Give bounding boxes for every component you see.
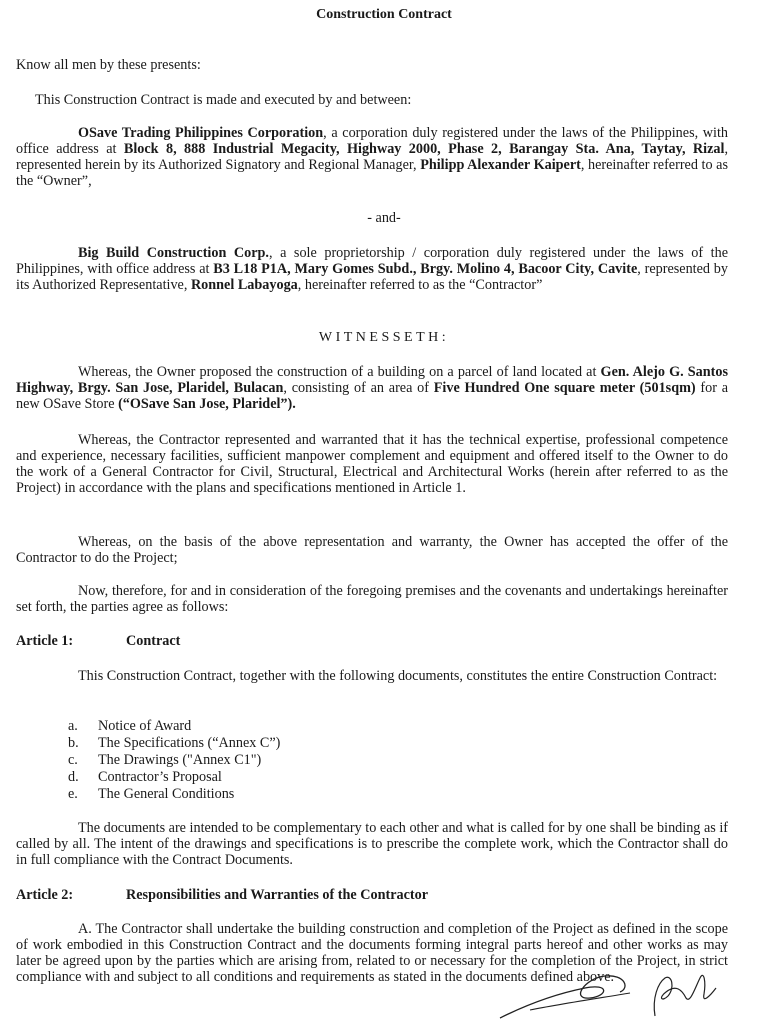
list-item: a. Notice of Award: [68, 718, 192, 734]
store-name: (“OSave San Jose, Plaridel”).: [118, 396, 296, 412]
article-1-closing: The documents are intended to be complementary to each other and what is called for by one shall be binding as if called by all. The intent of the drawings and specifications is to prescribe the complete work, which the Contractor shall do in full compliance with the Contract Documents.: [16, 820, 728, 868]
contractor-representative: Ronnel Labayoga: [190, 277, 298, 293]
list-item: c. The Drawings ("Annex C1"): [68, 752, 262, 768]
list-item: b. The Specifications (“Annex C”): [68, 735, 281, 751]
article-1-body: This Construction Contract, together with the following documents, constitutes the entire Construction Contract:: [78, 668, 718, 684]
list-item: e. The General Conditions: [68, 786, 235, 802]
article-1-heading: [16, 633, 180, 649]
now-therefore-paragraph: Now, therefore, for and in consideration of the foregoing premises and the covenants and undertakings hereinafter set forth, the parties agree as follows:: [16, 583, 728, 615]
whereas-acceptance-paragraph: Whereas, on the basis of the above representation and warranty, the Owner has accepted the offer of the Contractor to do the Project;: [16, 534, 728, 566]
article-2-number: Article 2:: [16, 887, 74, 903]
owner-address: Block 8, 888 Industrial Megacity, Highway 2000, Phase 2, Barangay Sta. Ana, Taytay, Rizal: [123, 141, 725, 157]
site-location: Gen. Alejo G. Santos Highway, Brgy. San Jose, Plaridel, Bulacan: [16, 364, 729, 396]
article-1-title: Contract: [126, 633, 181, 649]
article-2-heading: [16, 887, 428, 903]
contractor-name: Big Build Construction Corp.: [78, 245, 269, 261]
contract-documents-list: [68, 718, 280, 803]
witnesseth-heading: WITNESSETH:: [318, 330, 450, 345]
owner-representative: Philipp Alexander Kaipert: [420, 157, 581, 173]
article-2-title: Responsibilities and Warranties of the Contractor: [126, 887, 429, 903]
handwritten-signatures: [490, 948, 730, 1024]
article-1-number: Article 1:: [16, 633, 74, 649]
site-area: Five Hundred One square meter (501sqm): [433, 380, 696, 396]
whereas-location-paragraph: Whereas, the Owner proposed the construction of a building on a parcel of land located at Gen. Alejo G. Santos Highway, Brgy. San Jose, Plaridel, Bulacan, consisting of an area of Five Hundred One square meter (501sqm) for a new OSave Store (“OSave San Jose, Plaridel”).: [16, 364, 729, 412]
list-item: d. Contractor’s Proposal: [68, 769, 222, 785]
intro-line: Know all men by these presents:: [16, 57, 201, 73]
contractor-address: B3 L18 P1A, Mary Gomes Subd., Brgy. Molino 4, Bacoor City, Cavite: [213, 261, 638, 277]
made-line: This Construction Contract is made and executed by and between:: [35, 92, 412, 108]
owner-paragraph: OSave Trading Philippines Corporation, a corporation duly registered under the laws of the Philippines, with office address at Block 8, 888 Industrial Megacity, Highway 2000, Phase 2, Barangay Sta. Ana, Taytay, Rizal, represented herein by its Authorized Signatory and Regional Manager, Philipp Alexander Kaipert, hereinafter referred to as the “Owner”,: [16, 125, 729, 189]
article-2-body: A. The Contractor shall undertake the building construction and completion of the Project as defined in the scope of work embodied in this Construction Contract and the documents forming integral parts hereof and other works as may later be agreed upon by the parties which are arising from, related to or necessary for the completion of the Project, in strict compliance with and subject to all conditions and requirements as stated in the documents defined above.: [16, 921, 728, 985]
whereas-expertise-paragraph: Whereas, the Contractor represented and warranted that it has the technical expertise, professional competence and experience, necessary facilities, sufficient manpower complement and equipment and offered itself to the Owner to do the work of a General Contractor for Civil, Structural, Electrical and Architectural Works (herein after referred to as the Project) in accordance with the plans and specifications mentioned in Article 1.: [16, 432, 728, 496]
owner-name: OSave Trading Philippines Corporation: [78, 125, 324, 141]
contractor-paragraph: Big Build Construction Corp., a sole proprietorship / corporation duly registered under the laws of the Philippines, with office address at B3 L18 P1A, Mary Gomes Subd., Brgy. Molino 4, Bacoor City, Cavite, represented by its Authorized Representative, Ronnel Labayoga, hereinafter referred to as the “Contractor”: [16, 245, 728, 293]
and-separator: - and-: [367, 210, 401, 226]
document-title: Construction Contract: [316, 7, 452, 22]
